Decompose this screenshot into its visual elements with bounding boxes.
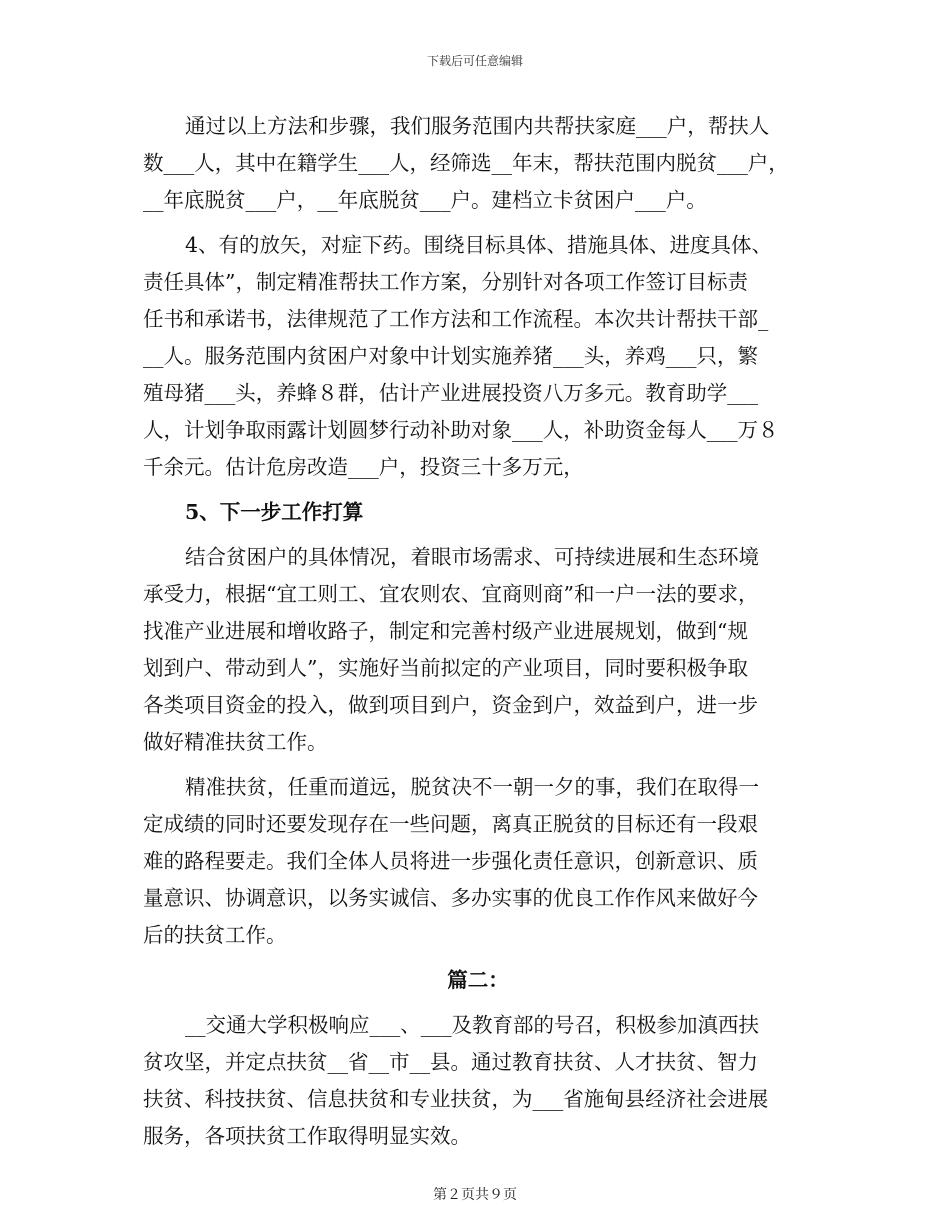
text-line: 4、有的放矢，对症下药。围绕目标具体、措施具体、进度具体、: [185, 233, 773, 257]
text-line: 各类项目资金的投入，做到项目到户，资金到户，效益到户，进一步: [143, 693, 758, 717]
text-line: 定成绩的同时还要发现存在一些问题，离真正脱贫的目标还有一段艰: [143, 812, 758, 836]
text-line: 后的扶贫工作。: [143, 923, 287, 947]
paragraph-4: [143, 769, 813, 954]
text-line: 扶贫、科技扶贫、信息扶贫和专业扶贫，为___省施甸县经济社会进展: [143, 1087, 769, 1111]
text-line: 通过以上方法和步骤，我们服务范围内共帮扶家庭___户，帮扶人: [185, 114, 770, 138]
text-line: 承受力，根据“宜工则工、宜农则农、宜商则商”和一户一法的要求，: [143, 582, 759, 606]
section-title: 篇二：: [447, 968, 509, 992]
text-line: 责任具体”，制定精准帮扶工作方案，分别针对各项工作签订目标责: [143, 270, 748, 294]
page-header: 下载后可任意编辑: [426, 54, 523, 68]
text-line: __年底脱贫___户，__年底脱贫___户。建档立卡贫困户___户。: [143, 188, 707, 212]
text-line: 数___人，其中在籍学生___人，经筛选__年末，帮扶范围内脱贫___户，: [143, 151, 789, 175]
text-line: 任书和承诺书，法律规范了工作方法和工作流程。本次共计帮扶干部_: [143, 307, 769, 331]
text-line: 难的路程要走。我们全体人员将进一步强化责任意识，创新意识、质: [143, 849, 758, 873]
paragraph-3: [143, 539, 813, 761]
section-heading: 5、下一步工作打算: [185, 500, 364, 524]
text-line: __交通大学积极响应___、___及教育部的号召，积极参加滇西扶: [185, 1013, 759, 1037]
text-line: 服务，各项扶贫工作取得明显实效。: [143, 1124, 471, 1148]
text-line: 找准产业进展和增收路子，制定和完善村级产业进展规划，做到“规: [143, 619, 748, 643]
text-line: 量意识、协调意识，以务实诚信、多办实事的优良工作作风来做好今: [143, 886, 758, 910]
text-line: __人。服务范围内贫困户对象中计划实施养猪___头，养鸡___只，繁: [143, 344, 758, 368]
text-line: 千余元。估计危房改造___户，投资三十多万元，: [143, 455, 584, 479]
text-line: 人，计划争取雨露计划圆梦行动补助对象___人，补助资金每人___万８: [143, 418, 779, 442]
page-number: 第２页共９页: [433, 1187, 517, 1203]
paragraph-5: [143, 1007, 813, 1155]
text-line: 划到户、带动到人”，实施好当前拟定的产业项目，同时要积极争取: [143, 656, 748, 680]
paragraph-1: [143, 108, 813, 219]
text-line: 贫攻坚，并定点扶贫__省__市__县。通过教育扶贫、人才扶贫、智力: [143, 1050, 758, 1074]
paragraph-2: [143, 227, 813, 486]
document-body: [143, 108, 813, 1155]
text-line: 做好精准扶贫工作。: [143, 730, 328, 754]
text-line: 殖母猪___头，养蜂８群，估计产业进展投资八万多元。教育助学___: [143, 381, 758, 405]
text-line: 结合贫困户的具体情况，着眼市场需求、可持续进展和生态环境: [185, 545, 759, 569]
text-line: 精准扶贫，任重而道远，脱贫决不一朝一夕的事，我们在取得一: [185, 775, 759, 799]
